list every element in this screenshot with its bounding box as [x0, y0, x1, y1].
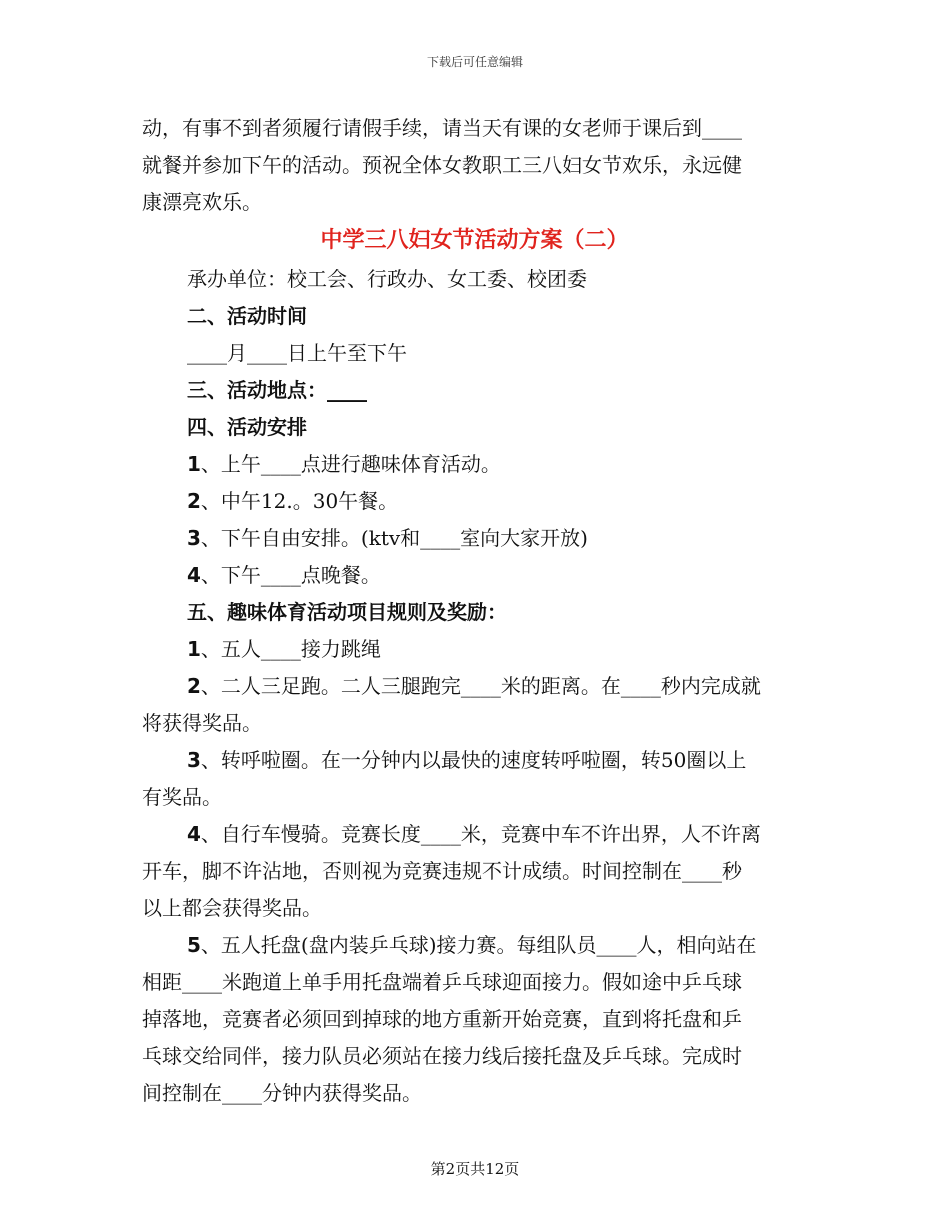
rule-item-5-cont: 掉落地，竞赛者必须回到掉球的地方重新开始竞赛，直到将托盘和乒 [142, 1007, 742, 1031]
intro-line-1: 动，有事不到者须履行请假手续，请当天有课的女老师于课后到____ [142, 116, 742, 140]
schedule-item-number: 2 [187, 489, 201, 513]
schedule-item-text: 、下午自由安排。(ktv和____室向大家开放) [200, 526, 588, 550]
rule-item-5-cont: 乓球交给同伴，接力队员必须站在接力线后接托盘及乒乓球。完成时 [142, 1044, 742, 1068]
schedule-item [142, 446, 807, 483]
document-body [142, 110, 807, 1112]
heading-activity-schedule: 四、活动安排 [187, 415, 307, 439]
rule-number: 5 [187, 933, 201, 957]
rule-item-5 [142, 927, 807, 964]
schedule-item-text: 、中午12.。30午餐。 [200, 489, 399, 513]
rule-item-5-cont: 相距____米跑道上单手用托盘端着乒乓球迎面接力。假如途中乒乓球 [142, 970, 742, 994]
intro-line-2: 就餐并参加下午的活动。预祝全体女教职工三八妇女节欢乐，永远健 [142, 153, 742, 177]
rule-item-3-cont: 有奖品。 [142, 785, 222, 809]
heading-activity-location: 三、活动地点：____ [187, 378, 367, 402]
heading-game-rules: 五、趣味体育活动项目规则及奖励： [187, 600, 507, 624]
page-header-note: 下载后可任意编辑 [426, 55, 523, 69]
rule-text: 、二人三足跑。二人三腿跑完____米的距离。在____秒内完成就 [200, 674, 761, 698]
schedule-item-number: 4 [187, 563, 201, 587]
intro-line-3: 康漂亮欢乐。 [142, 190, 262, 214]
rule-text: 、自行车慢骑。竞赛长度____米，竞赛中车不许出界，人不许离 [200, 822, 761, 846]
rule-item-1 [142, 631, 807, 668]
rule-number: 4 [187, 822, 201, 846]
organizer-line: 承办单位：校工会、行政办、女工委、校团委 [187, 267, 587, 291]
schedule-item-number: 1 [187, 452, 201, 476]
rule-item-2-cont: 将获得奖品。 [142, 711, 262, 735]
schedule-item [142, 483, 807, 520]
schedule-item-text: 、下午____点晚餐。 [200, 563, 381, 587]
rule-item-3 [142, 742, 807, 779]
heading-activity-time: 二、活动时间 [187, 304, 307, 328]
rule-text: 、转呼啦圈。在一分钟内以最快的速度转呼啦圈，转50圈以上 [200, 748, 747, 772]
rule-number: 3 [187, 748, 201, 772]
rule-item-4 [142, 816, 807, 853]
schedule-item-number: 3 [187, 526, 201, 550]
rule-item-2 [142, 668, 807, 705]
schedule-item [142, 557, 807, 594]
rule-number: 1 [187, 637, 201, 661]
schedule-item-text: 、上午____点进行趣味体育活动。 [200, 452, 501, 476]
rule-item-4-cont: 开车，脚不许沾地，否则视为竞赛违规不计成绩。时间控制在____秒 [142, 859, 742, 883]
rule-item-4-cont: 以上都会获得奖品。 [142, 896, 322, 920]
activity-time-value: ____月____日上午至下午 [187, 341, 407, 365]
rule-text: 、五人托盘(盘内装乒乓球)接力赛。每组队员____人，相向站在 [200, 933, 757, 957]
rule-item-5-cont: 间控制在____分钟内获得奖品。 [142, 1081, 422, 1105]
rule-number: 2 [187, 674, 201, 698]
page-number-footer: 第2页共12页 [430, 1160, 520, 1178]
schedule-item [142, 520, 807, 557]
rule-text: 、五人____接力跳绳 [200, 637, 381, 661]
section-title: 中学三八妇女节活动方案（二） [320, 228, 629, 253]
